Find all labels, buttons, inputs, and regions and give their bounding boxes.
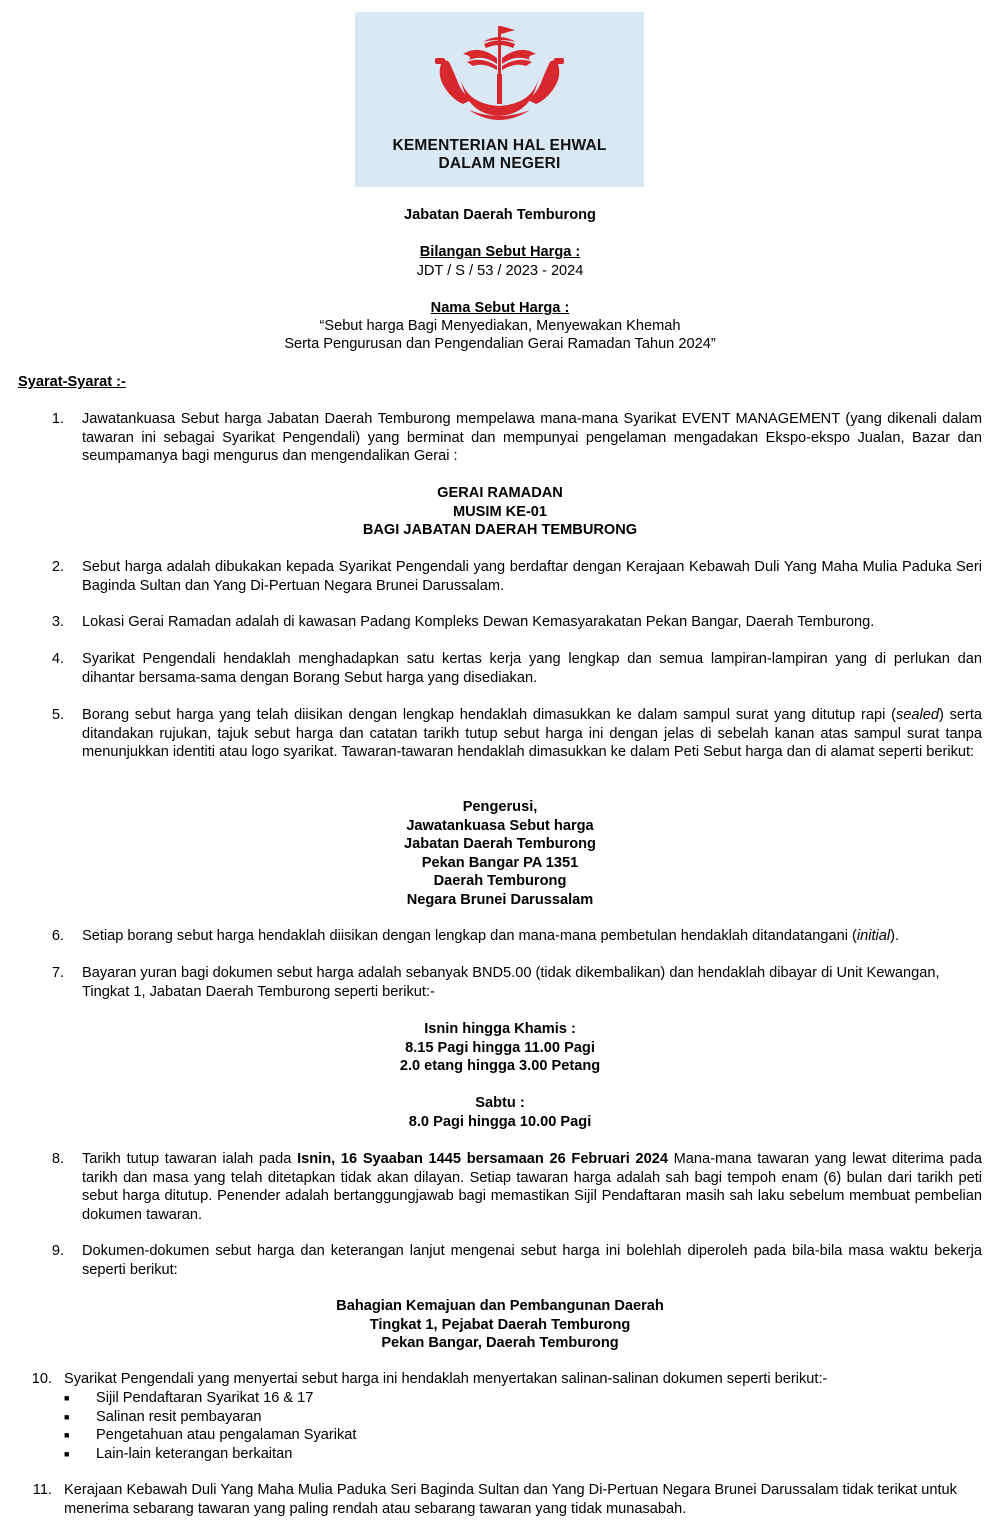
address-block (0, 798, 1000, 910)
item-text-part: Mana-mana tawaran yang lewat diterima pada tarikh dan masa yang telah ditetapkan tidak akan dilayan. Setiap tawaran harga adalah sah bagi tempoh enam (6) bulan dari tarikh peti sebut harga ditutup. Penender adalah bertanggungjawab bagi memastikan Sijil Pendaftaran masih sah laku sebelum membuat pembelian dokumen tawaran. (82, 1151, 982, 1223)
list-item: Sijil Pendaftaran Syarikat 16 & 17 (96, 1390, 314, 1406)
logo-text-line2: DALAM NEGERI (438, 155, 561, 172)
address-line: Daerah Temburong (433, 873, 567, 890)
item-text: Syarikat Pengendali yang menyertai sebut harga ini hendaklah menyertakan salinan-salinan dokumen seperti berikut:- (64, 1371, 828, 1387)
item-text (82, 706, 982, 762)
hours-line: Isnin hingga Khamis : (424, 1021, 576, 1037)
address-line: Jawatankuasa Sebut harga (406, 817, 594, 834)
office-line: Tingkat 1, Pejabat Daerah Temburong (369, 1316, 631, 1333)
item-number: 4. (51, 651, 64, 667)
office-line: Bahagian Kemajuan dan Pembangunan Daerah (336, 1298, 664, 1314)
name-line1: “Sebut harga Bagi Menyediakan, Menyewakan Khemah (319, 318, 681, 334)
item-number: 10. (31, 1371, 52, 1387)
square-bullet-icon: ■ (64, 1448, 70, 1459)
item-text (82, 1150, 982, 1224)
name-line2: Serta Pengurusan dan Pengendalian Gerai Ramadan Tahun 2024” (284, 336, 716, 352)
address-line: Negara Brunei Darussalam (406, 891, 594, 908)
gerai-line: MUSIM KE-01 (452, 503, 548, 520)
item-number: 2. (51, 559, 64, 575)
square-bullet-icon: ■ (64, 1430, 70, 1441)
item-number: 5. (51, 707, 64, 723)
name-label: Nama Sebut Harga : (430, 300, 570, 316)
item-text: Kerajaan Kebawah Duli Yang Maha Mulia Paduka Seri Baginda Sultan dan Yang Di-Pertuan Negara Brunei Darussalam tidak terikat untuk menerima sebarang tawaran yang paling rendah atau sebarang tawaran yang tidak munasabah. (64, 1482, 957, 1517)
list-item: Lain-lain keterangan berkaitan (96, 1445, 293, 1462)
gerai-block (0, 484, 1000, 540)
office-block (0, 1297, 1000, 1353)
item-number: 8. (51, 1151, 64, 1167)
item-text-italic: sealed (895, 707, 939, 723)
item-number: 7. (51, 965, 64, 981)
item-number: 1. (51, 411, 64, 427)
hours-line: 2.0 etang hingga 3.00 Petang (399, 1058, 601, 1075)
item-text: Syarikat Pengendali hendaklah menghadapkan satu kertas kerja yang lengkap dan semua lampiran-lampiran yang di perlukan dan dihantar bersama-sama dengan Borang Sebut harga yang disediakan. (82, 651, 982, 686)
item-text-part: Setiap borang sebut harga hendaklah diisikan dengan lengkap dan mana-mana pembetulan hendaklah ditandatangani ( (82, 928, 857, 944)
address-line: Jabatan Daerah Temburong (404, 836, 596, 853)
hours-block-weekday (0, 1020, 1000, 1076)
list-item: Salinan resit pembayaran (96, 1408, 262, 1425)
ministry-logo (355, 12, 644, 187)
conditions-title: Syarat-Syarat :- (18, 374, 126, 390)
item-number: 11. (32, 1482, 52, 1498)
square-bullet-icon: ■ (64, 1393, 70, 1403)
hours-block-saturday (0, 1094, 1000, 1131)
closing-date: Isnin, 16 Syaaban 1445 bersamaan 26 Februari 2024 (297, 1151, 668, 1167)
item-text-italic: initial (856, 928, 891, 944)
item-text-part: ) serta ditandakan rujukan, tajuk sebut harga dan catatan tarikh tutup sebut harga ini dengan jelas di sebelah kanan atas sampul surat tanpa menunjukkan identiti atau logo syarikat. Tawaran-tawaran hendaklah dimasukkan ke dalam Peti Sebut harga dan di alamat seperti berikut: (82, 707, 983, 761)
item-text: Jawatankuasa Sebut harga Jabatan Daerah Temburong mempelawa mana-mana Syarikat EVENT MANAGEMENT (yang dikenali dalam tawaran ini sebagai Syarikat Pengendali) yang berminat dan mempunyai pengelaman mengadakan Ekspo-ekspo Jualan, Bazar dan seumpamanya bagi mengurus dan mengendalikan Gerai : (82, 411, 982, 465)
item-text-part: ). (890, 928, 900, 944)
address-line: Pengerusi, (462, 799, 538, 815)
item-text: Dokumen-dokumen sebut harga dan keterangan lanjut mengenai sebut harga ini bolehlah diperoleh pada bila-bila masa waktu bekerja seperti berikut: (82, 1243, 982, 1278)
hours-line: Sabtu : (475, 1095, 525, 1111)
item-number: 9. (51, 1243, 64, 1259)
item-number: 6. (51, 928, 64, 944)
ref-value: JDT / S / 53 / 2023 - 2024 (416, 263, 584, 279)
ref-label: Bilangan Sebut Harga : (419, 244, 581, 260)
gerai-line: BAGI JABATAN DAERAH TEMBURONG (362, 522, 638, 539)
item-text: Lokasi Gerai Ramadan adalah di kawasan Padang Kompleks Dewan Kemasyarakatan Pekan Bangar, Daerah Temburong. (82, 614, 875, 630)
square-bullet-icon: ■ (64, 1411, 70, 1422)
department-title: Jabatan Daerah Temburong (404, 207, 596, 223)
item-text-part: Borang sebut harga yang telah diisikan dengan lengkap hendaklah dimasukkan ke dalam sampul surat yang ditutup rapi ( (82, 707, 896, 723)
gerai-line: GERAI RAMADAN (437, 485, 563, 501)
item-text-part: Tarikh tutup tawaran ialah pada (82, 1151, 298, 1167)
hours-line: 8.0 Pagi hingga 10.00 Pagi (408, 1113, 592, 1130)
list-item: Pengetahuan atau pengalaman Syarikat (96, 1427, 357, 1444)
logo-text-line1: KEMENTERIAN HAL EHWAL (392, 137, 607, 154)
item-text (82, 927, 982, 946)
hours-line: 8.15 Pagi hingga 11.00 Pagi (405, 1039, 595, 1056)
item-number: 3. (51, 614, 64, 630)
address-line: Pekan Bangar PA 1351 (421, 854, 579, 871)
brunei-crest-icon (427, 18, 572, 136)
item-text: Sebut harga adalah dibukakan kepada Syarikat Pengendali yang berdaftar dengan Kerajaan Kebawah Duli Yang Maha Mulia Paduka Seri Baginda Sultan dan Yang Di-Pertuan Negara Brunei Darussalam. (82, 559, 982, 594)
item-text: Bayaran yuran bagi dokumen sebut harga adalah sebanyak BND5.00 (tidak dikembalikan) dan hendaklah dibayar di Unit Kewangan, Tingkat 1, Jabatan Daerah Temburong seperti berikut:- (82, 965, 940, 1000)
office-line: Pekan Bangar, Daerah Temburong (381, 1335, 619, 1352)
